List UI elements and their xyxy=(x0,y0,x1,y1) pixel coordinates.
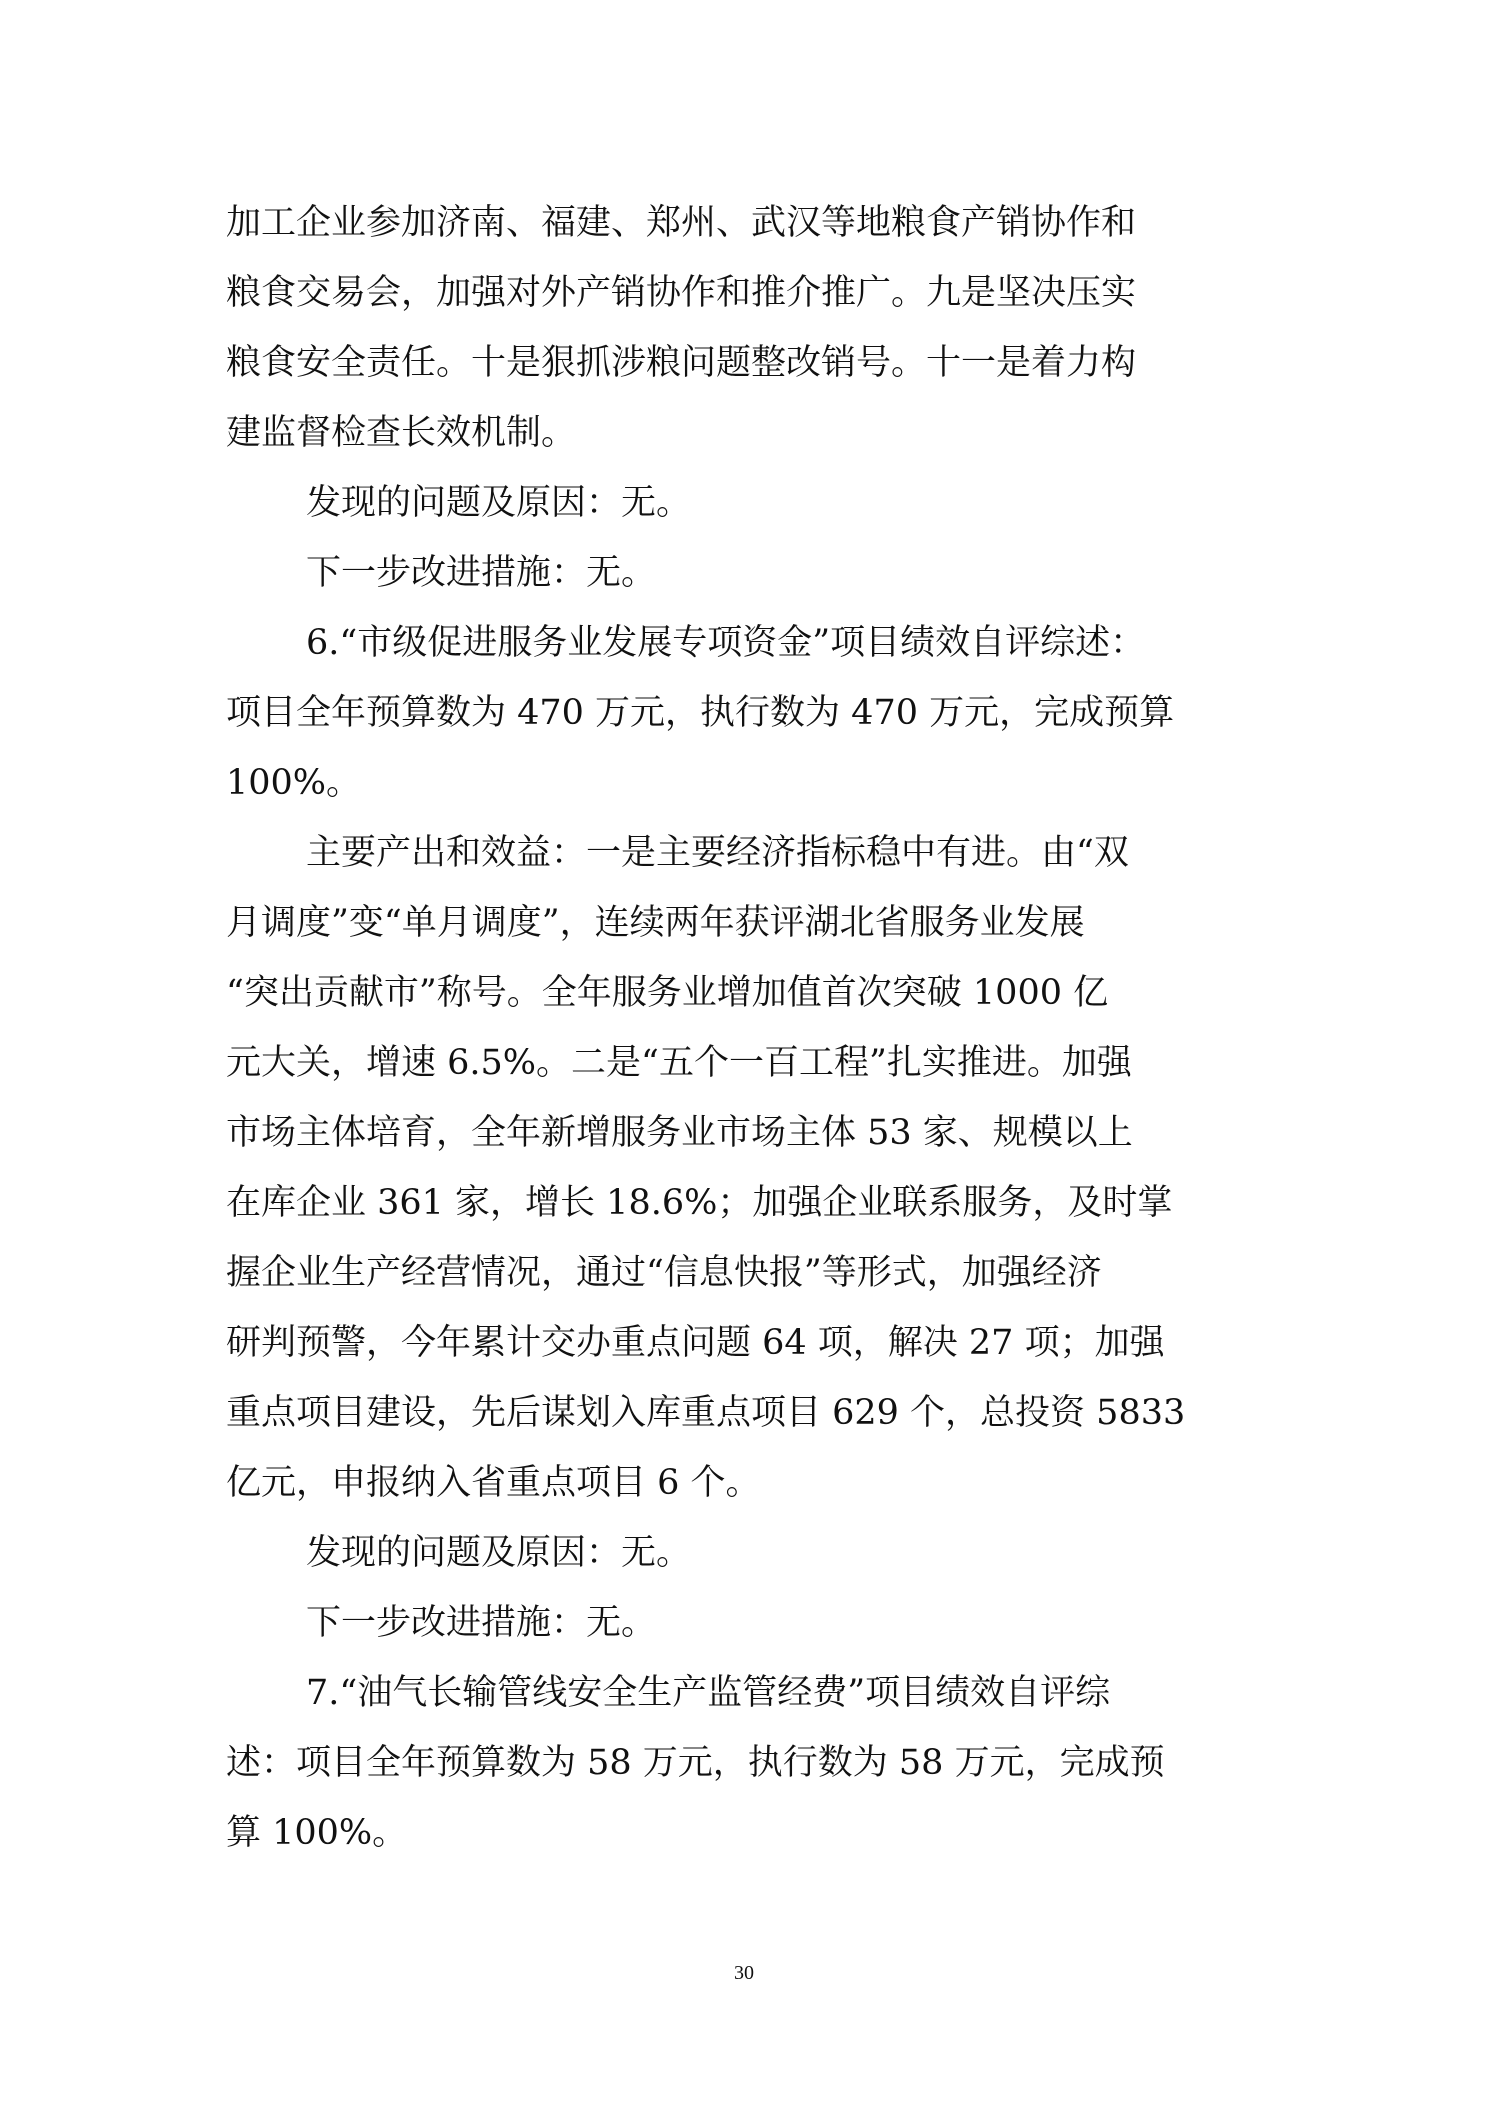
body-text xyxy=(226,188,1266,1868)
text-line: 下一步改进措施：无。 xyxy=(306,553,657,593)
text-line: “突出贡献市”称号。全年服务业增加值首次突破 1000 亿 xyxy=(226,973,1109,1013)
text-line: 加工企业参加济南、福建、郑州、武汉等地粮食产销协作和 xyxy=(226,203,1137,243)
text-line: 发现的问题及原因：无。 xyxy=(306,1533,692,1573)
text-line: 建监督检查长效机制。 xyxy=(226,413,577,453)
text-line: 算 100%。 xyxy=(226,1813,408,1853)
text-line: 发现的问题及原因：无。 xyxy=(306,483,692,523)
text-line: 述：项目全年预算数为 58 万元，执行数为 58 万元，完成预 xyxy=(226,1743,1165,1783)
text-line: 下一步改进措施：无。 xyxy=(306,1603,657,1643)
section-heading-line: 6.“市级促进服务业发展专项资金”项目绩效自评综述： xyxy=(306,623,1146,663)
text-line: 元大关，增速 6.5%。二是“五个一百工程”扎实推进。加强 xyxy=(226,1043,1132,1083)
text-line: 项目全年预算数为 470 万元，执行数为 470 万元，完成预算 xyxy=(226,693,1175,733)
text-line: 月调度”变“单月调度”，连续两年获评湖北省服务业发展 xyxy=(226,903,1085,943)
text-line: 在库企业 361 家，增长 18.6%；加强企业联系服务，及时掌 xyxy=(226,1183,1173,1223)
page-number: 30 xyxy=(734,1962,754,1984)
text-line: 100%。 xyxy=(226,763,362,803)
text-line: 亿元，申报纳入省重点项目 6 个。 xyxy=(226,1463,761,1503)
text-line: 粮食安全责任。十是狠抓涉粮问题整改销号。十一是着力构 xyxy=(226,343,1137,383)
text-line: 市场主体培育，全年新增服务业市场主体 53 家、规模以上 xyxy=(226,1113,1133,1153)
section-heading-line: 7.“油气长输管线安全生产监管经费”项目绩效自评综 xyxy=(306,1673,1111,1713)
text-line: 重点项目建设，先后谋划入库重点项目 629 个，总投资 5833 xyxy=(226,1393,1186,1433)
text-line: 粮食交易会，加强对外产销协作和推介推广。九是坚决压实 xyxy=(226,273,1137,313)
text-line: 握企业生产经营情况，通过“信息快报”等形式，加强经济 xyxy=(226,1253,1102,1293)
text-line: 主要产出和效益：一是主要经济指标稳中有进。由“双 xyxy=(306,833,1129,873)
text-line: 研判预警，今年累计交办重点问题 64 项，解决 27 项；加强 xyxy=(226,1323,1165,1363)
